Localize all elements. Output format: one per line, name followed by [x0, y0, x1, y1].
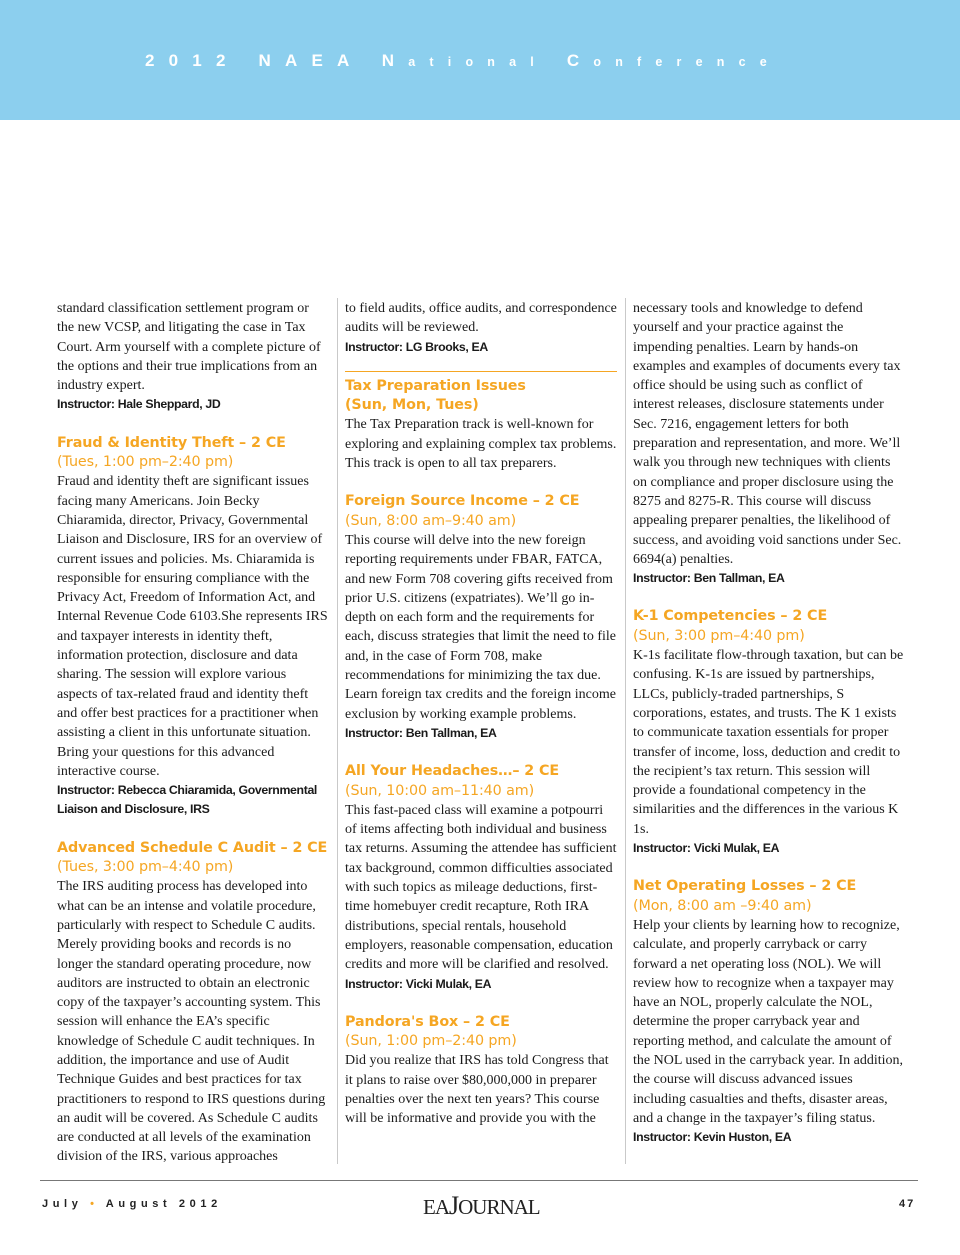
session-description: This course will delve into the new foreign reporting requirements under FBAR, FATCA, and new Form 708 covering gifts received from prior U.S. citizens (expatriates). We’ll go in-depth on each form and the requirements for each, discuss strategies that limit the need to file and, in the case of Form 708, make recommendations for minimizing the tax due. Learn foreign tax credits and the foreign income exclusion by working example problems.	[345, 532, 616, 722]
conference-title	[145, 51, 781, 71]
session-time: (Mon, 8:00 am –9:40 am)	[633, 897, 812, 914]
track-tax-preparation	[345, 377, 617, 473]
session-title: Net Operating Losses – 2 CE	[633, 878, 857, 895]
session-k1	[633, 607, 905, 858]
issue-month-end: August 2012	[105, 1198, 222, 1210]
column-divider	[337, 298, 338, 1164]
session-schedule-c	[57, 839, 329, 1167]
issue-date	[42, 1198, 222, 1210]
instructor-line: Instructor: Hale Sheppard, JD	[57, 397, 221, 412]
intro-paragraph: to field audits, office audits, and correspondence audits will be reviewed.	[345, 301, 617, 336]
session-title: Pandora's Box – 2 CE	[345, 1013, 510, 1030]
column-2	[345, 299, 617, 1129]
header-banner	[0, 0, 960, 120]
session-fraud	[57, 434, 329, 820]
session-title: Advanced Schedule C Audit – 2 CE	[57, 839, 328, 856]
column-3	[633, 299, 905, 1147]
session-title: K-1 Competencies – 2 CE	[633, 608, 828, 625]
session-time: (Tues, 3:00 pm–4:40 pm)	[57, 859, 234, 876]
session-description: Fraud and identity theft are significant issues facing many Americans. Join Becky Chiaramida, director, Privacy, Governmental Liaison and Disclosure, IRS for an overview of current issues and policies. Ms. Chiaramida is responsible for ensuring compliance with the Privacy Act, Freedom of Information Act, and Internal Revenue Code 6103.She represents IRS and taxpayer interests in identity theft, information protection, disclosure and data sharing. The session will explore various aspects of tax-related fraud and identity theft and offer best practices for a practitioner when assisting a client in this unfortunate situation. Bring your questions for this advanced interactive course.	[57, 474, 328, 779]
title-part: C	[547, 51, 594, 70]
title-part: ational	[408, 55, 548, 69]
logo-part: EA	[423, 1195, 449, 1219]
session-pandoras-box	[345, 1013, 617, 1129]
intro-paragraph: necessary tools and knowledge to defend yourself and your practice against the impending penalties. Learn by hands-on examples and examples of documents every tax office should be using such as conflict of interest releases, disclosure statements under Sec. 7216, engagement letters for both preparation and representation, and more. We’ll walk you through new techniques with clients on compliance and proper disclosure using the 8275 and 8275-R. This course will discuss appealing preparer penalties, the likelihood of success, and avoiding void sanctions under Sec. 6694(a) penalties.	[633, 301, 902, 567]
instructor-line: Instructor: LG Brooks, EA	[345, 339, 488, 354]
column-divider	[625, 298, 626, 1164]
session-time: (Sun, 8:00 am–9:40 am)	[345, 512, 517, 529]
instructor-line: Instructor: Ben Tallman, EA	[633, 571, 785, 586]
track-title: Tax Preparation Issues	[345, 377, 526, 394]
session-time: (Sun, 1:00 pm–2:40 pm)	[345, 1033, 517, 1050]
session-description: K-1s facilitate flow-through taxation, but can be confusing. K-1s are issued by partnerships, LLCs, publicly-traded partnerships, S corporations, estates, and trusts. The K 1 exists to communicate taxation essentials for proper transfer of income, loss, deduction and credit to the recipient’s tax return. This session will provide a foundational competency in the similarities and the differences in the various K 1s.	[633, 648, 904, 837]
session-time: (Sun, 10:00 am–11:40 am)	[345, 782, 535, 799]
instructor-line: Instructor: Rebecca Chiaramida, Governmental Liaison and Disclosure, IRS	[57, 783, 317, 817]
column-1	[57, 299, 329, 1167]
page-number: 47	[899, 1198, 916, 1210]
ea-journal-logo	[423, 1191, 540, 1221]
session-description: Did you realize that IRS has told Congress that it plans to raise over $80,000,000 in preparer penalties over the next ten years? This course will be informative and provide you with the	[345, 1053, 609, 1127]
session-description: Help your clients by learning how to recognize, calculate, and properly carryback or carry forward a net operating loss (NOL). We will review how to recognize when a taxpayer may have an NOL, properly calculate the NOL, determine the proper carryback year and reporting method, and calculate the amount of the NOL used in the carryback year. In addition, the course will discuss advanced issues including casualties and thefts, disaster areas, and a change in the taxpayer’s filing status.	[633, 917, 904, 1126]
session-title: Fraud & Identity Theft – 2 CE	[57, 434, 286, 451]
bullet-separator: •	[90, 1198, 99, 1210]
title-part: 2012 NAEA N	[145, 51, 409, 70]
session-description: The IRS auditing process has developed into what can be an intense and volatile procedure, particularly with respect to Schedule C audits. Merely providing books and records is no longer the standard operating procedure, now auditors are instructed to obtain an electronic copy of the taxpayer’s accounting system. This session will enhance the EA’s specific knowledge of Schedule C audit techniques. In addition, the importance and use of Audit Technique Guides and best practices for tax practitioners to respond to IRS questions during an audit will be covered. As Schedule C audits are conducted at all levels of the examination division of the IRS, various approaches	[57, 879, 326, 1165]
session-foreign-source	[345, 492, 617, 743]
track-divider	[345, 371, 617, 372]
issue-month-start: July	[42, 1198, 83, 1210]
footer-rule	[40, 1180, 918, 1181]
instructor-line: Instructor: Ben Tallman, EA	[345, 725, 497, 740]
logo-part: J	[449, 1191, 459, 1220]
track-description: The Tax Preparation track is well-known for exploring and explaining complex tax problems. This track is open to all tax preparers.	[345, 417, 617, 472]
session-headaches	[345, 762, 617, 994]
instructor-line: Instructor: Kevin Huston, EA	[633, 1130, 792, 1145]
session-title: All Your Headaches…– 2 CE	[345, 763, 560, 780]
intro-paragraph: standard classification settlement program or the new VCSP, and litigating the case in Tax Court. Arm yourself with a complete picture of the options and their true implications from an industry expert.	[57, 301, 321, 394]
session-description: This fast-paced class will examine a potpourri of items affecting both individual and business tax returns. Assuming the attendee has sufficient tax background, common difficulties associated with such topics as mileage deductions, first-time homebuyer credit recapture, Roth IRA distributions, special rentals, household employers, reasonable compensation, education credits and more will be clarified and resolved.	[345, 802, 617, 973]
session-time: (Tues, 1:00 pm–2:40 pm)	[57, 454, 234, 471]
session-time: (Sun, 3:00 pm–4:40 pm)	[633, 627, 805, 644]
session-nol	[633, 877, 905, 1147]
track-days: (Sun, Mon, Tues)	[345, 397, 479, 414]
session-title: Foreign Source Income – 2 CE	[345, 493, 580, 510]
logo-part: OURNAL	[458, 1195, 540, 1219]
instructor-line: Instructor: Vicki Mulak, EA	[633, 841, 780, 856]
instructor-line: Instructor: Vicki Mulak, EA	[345, 976, 492, 991]
title-part: onference	[593, 55, 781, 69]
